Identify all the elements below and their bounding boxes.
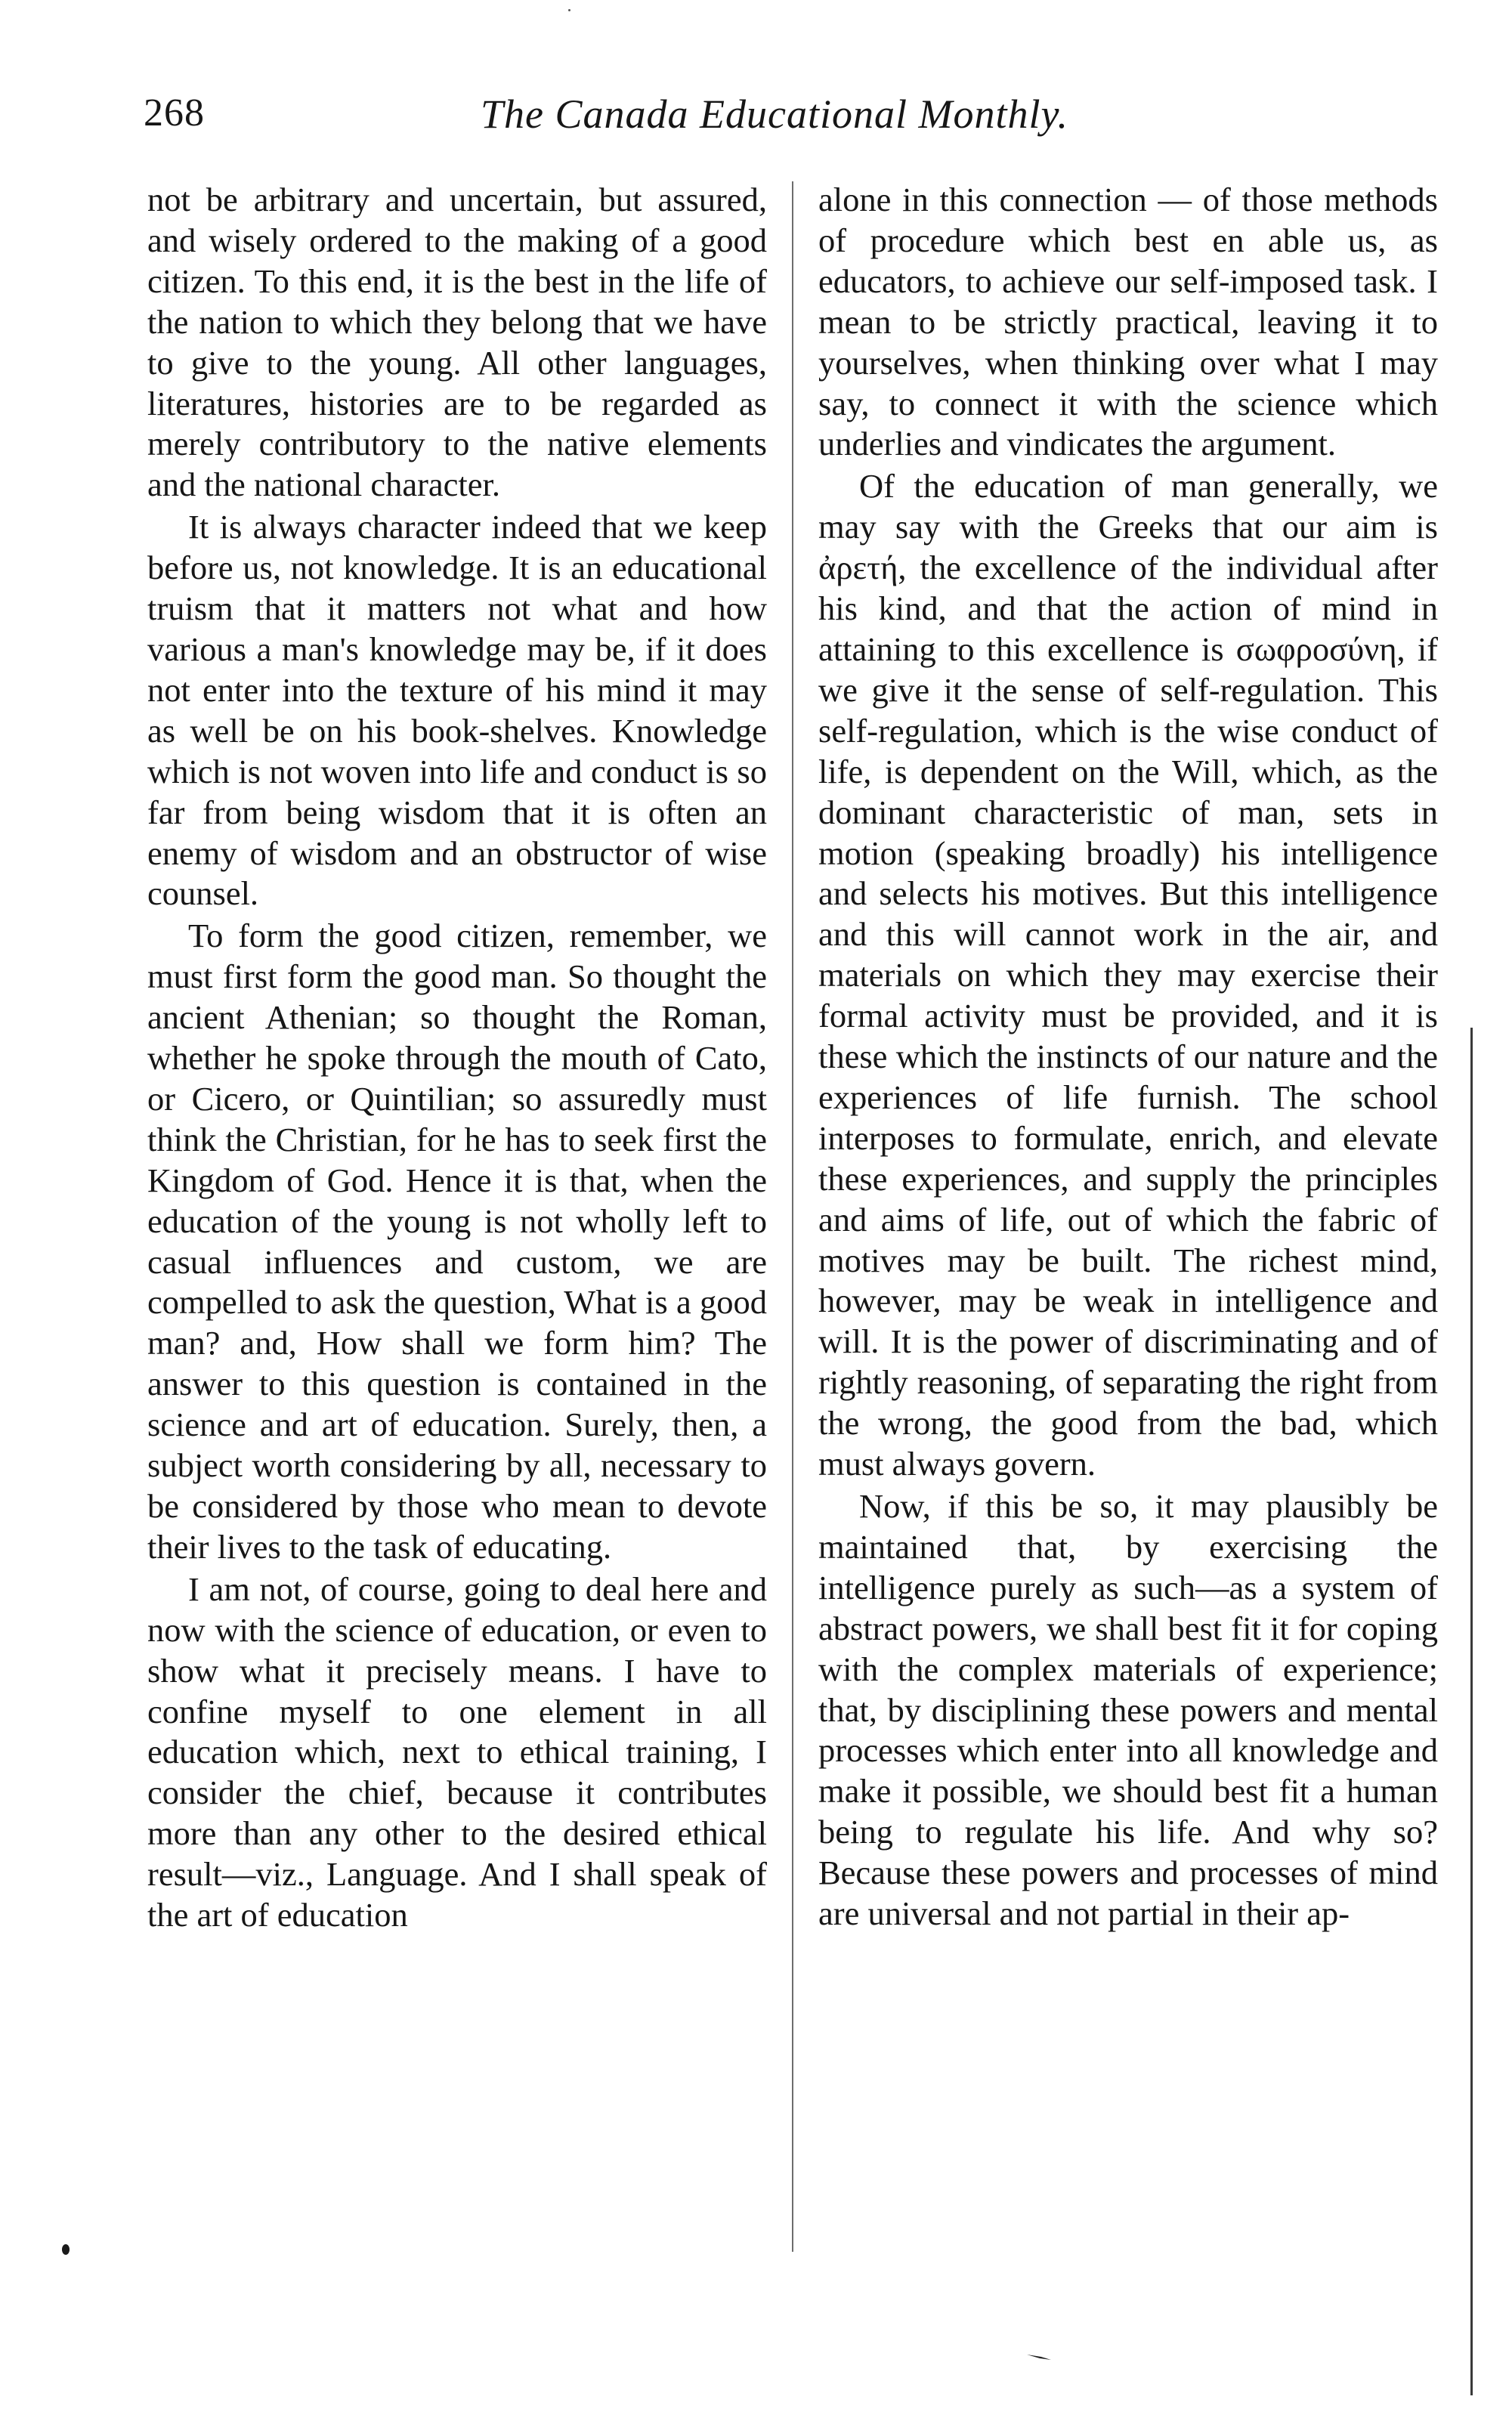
left-column bbox=[147, 180, 767, 1936]
ink-speck bbox=[568, 9, 570, 11]
paragraph: Now, if this be so, it may plausibly be maintained that, by exercising the intelligence purely as such—as a system of abstract powers, we shall best fit it for coping with the complex materials of experience; that, by disciplining these powers and mental processes which enter into all knowledge and make it possible, we should best fit a human being to regulate his life. And why so? Because these powers and processes of mind are universal and not partial in their ap- bbox=[818, 1487, 1438, 1933]
running-head bbox=[144, 91, 1428, 151]
margin-ink-dot bbox=[62, 2244, 70, 2255]
journal-title: The Canada Educational Monthly. bbox=[481, 91, 1068, 137]
paragraph: Of the education of man generally, we may say with the Greeks that our aim is ἀρετή, the excellence of the individual after his kind, and that the action of mind in attaining to this excellence is σωφροσύνη, if we give it the sense of self-regulation. This self-regulation, which is the wise conduct of life, is dependent on the Will, which, as the dominant characteristic of man, sets in motion (speaking broadly) his intelligence and selects his motives. But this intelligence and this will cannot work in the air, and materials on which they may exercise their formal activity must be provided, and it is these which the instincts of our nature and the experiences of life furnish. The school interposes to formulate, enrich, and elevate these experiences, and supply the principles and aims of life, out of which the fabric of motives may be built. The richest mind, however, may be weak in intelligence and will. It is the power of discriminating and of rightly reasoning, of separating the right from the wrong, the good from the bad, which must always govern. bbox=[818, 467, 1438, 1483]
column-rule bbox=[792, 181, 793, 2252]
page-edge-shadow bbox=[1470, 1028, 1473, 2395]
paragraph: not be arbitrary and uncertain, but assured, and wisely ordered to the making of a good citizen. To this end, it is the best in the life of the nation to which they belong that we have to give to the young. All other languages, literatures, histories are to be regarded as merely contributory to the native elements and the national character. bbox=[147, 181, 767, 504]
paragraph: alone in this connection — of those methods of procedure which best en able us, as educators, to achieve our self-imposed task. I mean to be strictly practical, leaving it to yourselves, when thinking over what I may say, to connect it with the science which underlies and vindicates the argument. bbox=[818, 181, 1438, 463]
paragraph: I am not, of course, going to deal here and now with the science of education, or even to show what it precisely means. I have to confine myself to one element in all education which, next to ethical training, I consider the chief, because it contributes more than any other to the desired ethical result—viz., Language. And I shall speak of the art of education bbox=[147, 1569, 767, 1934]
paragraph: To form the good citizen, remember, we must first form the good man. So thought the ancient Athenian; so thought the Roman, whether he spoke through the mouth of Cato, or Cicero, or Quintilian; so assuredly must think the Christian, for he has to seek first the Kingdom of God. Hence it is that, when the education of the young is not wholly left to casual influences and custom, we are compelled to ask the question, What is a good man? and, How shall we form him? The answer to this question is contained in the science and art of education. Surely, then, a subject worth considering by all, necessary to be considered by those who mean to devote their lives to the task of educating. bbox=[147, 917, 767, 1566]
right-column bbox=[818, 180, 1438, 1934]
page-number: 268 bbox=[144, 91, 205, 135]
paragraph: It is always character indeed that we keep before us, not knowledge. It is an educational truism that it matters not what and how various a man's knowledge may be, if it does not enter into the texture of his mind it may as well be on his book-shelves. Knowledge which is not woven into life and conduct is so far from being wisdom that it is often an enemy of wisdom and an obstructor of wise counsel. bbox=[147, 508, 767, 913]
ink-mark bbox=[1026, 2353, 1052, 2361]
